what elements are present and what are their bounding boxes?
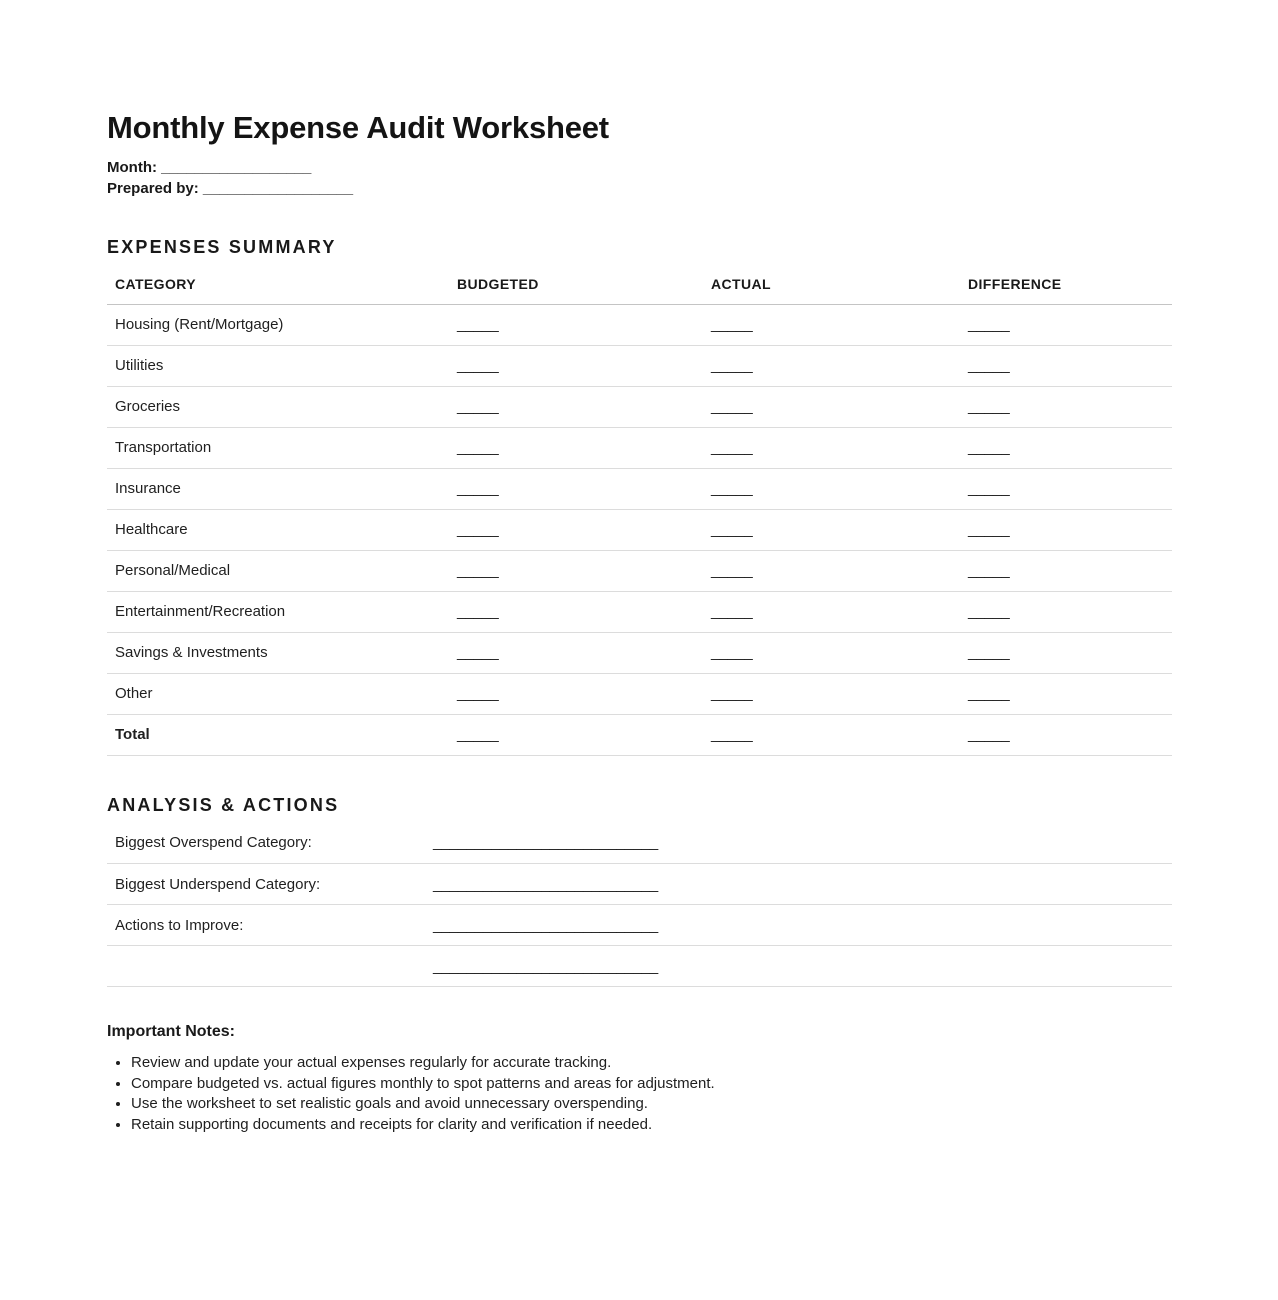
budgeted-blank: _____: [449, 632, 703, 673]
category-cell: Utilities: [107, 345, 449, 386]
column-header-difference: DIFFERENCE: [960, 264, 1172, 304]
category-cell: Insurance: [107, 468, 449, 509]
analysis-label: Biggest Underspend Category:: [107, 864, 425, 905]
difference-blank: _____: [960, 591, 1172, 632]
table-row: [107, 673, 1172, 714]
expenses-header-row: [107, 264, 1172, 304]
analysis-row: [107, 864, 1172, 905]
analysis-label: Actions to Improve:: [107, 905, 425, 946]
analysis-row: [107, 823, 1172, 864]
actual-blank: _____: [703, 591, 960, 632]
difference-blank: _____: [960, 673, 1172, 714]
table-row: [107, 550, 1172, 591]
analysis-blank: ___________________________: [425, 864, 1172, 905]
actual-blank: _____: [703, 304, 960, 345]
difference-blank: _____: [960, 550, 1172, 591]
column-header-budgeted: BUDGETED: [449, 264, 703, 304]
category-cell: Groceries: [107, 386, 449, 427]
column-header-actual: ACTUAL: [703, 264, 960, 304]
difference-blank: _____: [960, 632, 1172, 673]
analysis-row: [107, 905, 1172, 946]
difference-blank: _____: [960, 714, 1172, 755]
category-cell: Transportation: [107, 427, 449, 468]
analysis-label: Biggest Overspend Category:: [107, 823, 425, 864]
actual-blank: _____: [703, 509, 960, 550]
budgeted-blank: _____: [449, 427, 703, 468]
table-row: [107, 345, 1172, 386]
actual-blank: _____: [703, 550, 960, 591]
table-row: [107, 427, 1172, 468]
analysis-row: [107, 946, 1172, 987]
analysis-label: [107, 946, 425, 987]
notes-list: [107, 1053, 1172, 1136]
table-row: [107, 591, 1172, 632]
category-cell-total: Total: [107, 714, 449, 755]
actual-blank: _____: [703, 386, 960, 427]
table-row: [107, 468, 1172, 509]
expenses-table: [107, 264, 1172, 756]
analysis-blank: ___________________________: [425, 946, 1172, 987]
page-title: Monthly Expense Audit Worksheet: [107, 110, 609, 145]
category-cell: Housing (Rent/Mortgage): [107, 304, 449, 345]
actual-blank: _____: [703, 714, 960, 755]
analysis-blank: ___________________________: [425, 905, 1172, 946]
analysis-actions-heading: ANALYSIS & ACTIONS: [107, 794, 340, 815]
category-cell: Savings & Investments: [107, 632, 449, 673]
table-row-total: [107, 714, 1172, 755]
difference-blank: _____: [960, 509, 1172, 550]
budgeted-blank: _____: [449, 591, 703, 632]
table-row: [107, 632, 1172, 673]
table-row: [107, 509, 1172, 550]
expenses-summary-heading: EXPENSES SUMMARY: [107, 237, 337, 257]
list-item: • Compare budgeted vs. actual figures monthly to spot patterns and areas for adjustment.: [131, 1074, 1172, 1095]
table-row: [107, 304, 1172, 345]
list-item: • Use the worksheet to set realistic goals and avoid unnecessary overspending.: [131, 1094, 1172, 1115]
budgeted-blank: _____: [449, 304, 703, 345]
month-label: Month:: [107, 159, 157, 176]
prepared-by-label: Prepared by:: [107, 180, 199, 197]
list-item: • Retain supporting documents and receipts for clarity and verification if needed.: [131, 1115, 1172, 1136]
category-cell: Entertainment/Recreation: [107, 591, 449, 632]
difference-blank: _____: [960, 468, 1172, 509]
actual-blank: _____: [703, 673, 960, 714]
category-cell: Personal/Medical: [107, 550, 449, 591]
category-cell: Other: [107, 673, 449, 714]
prepared-by-line: [107, 178, 1172, 199]
prepared-by-blank: __________________: [202, 180, 354, 197]
budgeted-blank: _____: [449, 673, 703, 714]
column-header-category: CATEGORY: [107, 264, 449, 304]
important-notes-section: [107, 1021, 1172, 1136]
difference-blank: _____: [960, 427, 1172, 468]
budgeted-blank: _____: [449, 386, 703, 427]
difference-blank: _____: [960, 386, 1172, 427]
actual-blank: _____: [703, 427, 960, 468]
category-cell: Healthcare: [107, 509, 449, 550]
actual-blank: _____: [703, 345, 960, 386]
budgeted-blank: _____: [449, 714, 703, 755]
table-row: [107, 386, 1172, 427]
difference-blank: _____: [960, 304, 1172, 345]
important-notes-heading: Important Notes:: [107, 1023, 235, 1040]
budgeted-blank: _____: [449, 509, 703, 550]
list-item: • Review and update your actual expenses regularly for accurate tracking.: [131, 1053, 1172, 1074]
analysis-blank: ___________________________: [425, 823, 1172, 864]
actual-blank: _____: [703, 468, 960, 509]
difference-blank: _____: [960, 345, 1172, 386]
actual-blank: _____: [703, 632, 960, 673]
budgeted-blank: _____: [449, 345, 703, 386]
month-blank: __________________: [161, 159, 312, 176]
month-line: [107, 157, 1172, 178]
budgeted-blank: _____: [449, 550, 703, 591]
analysis-table: [107, 823, 1172, 988]
budgeted-blank: _____: [449, 468, 703, 509]
